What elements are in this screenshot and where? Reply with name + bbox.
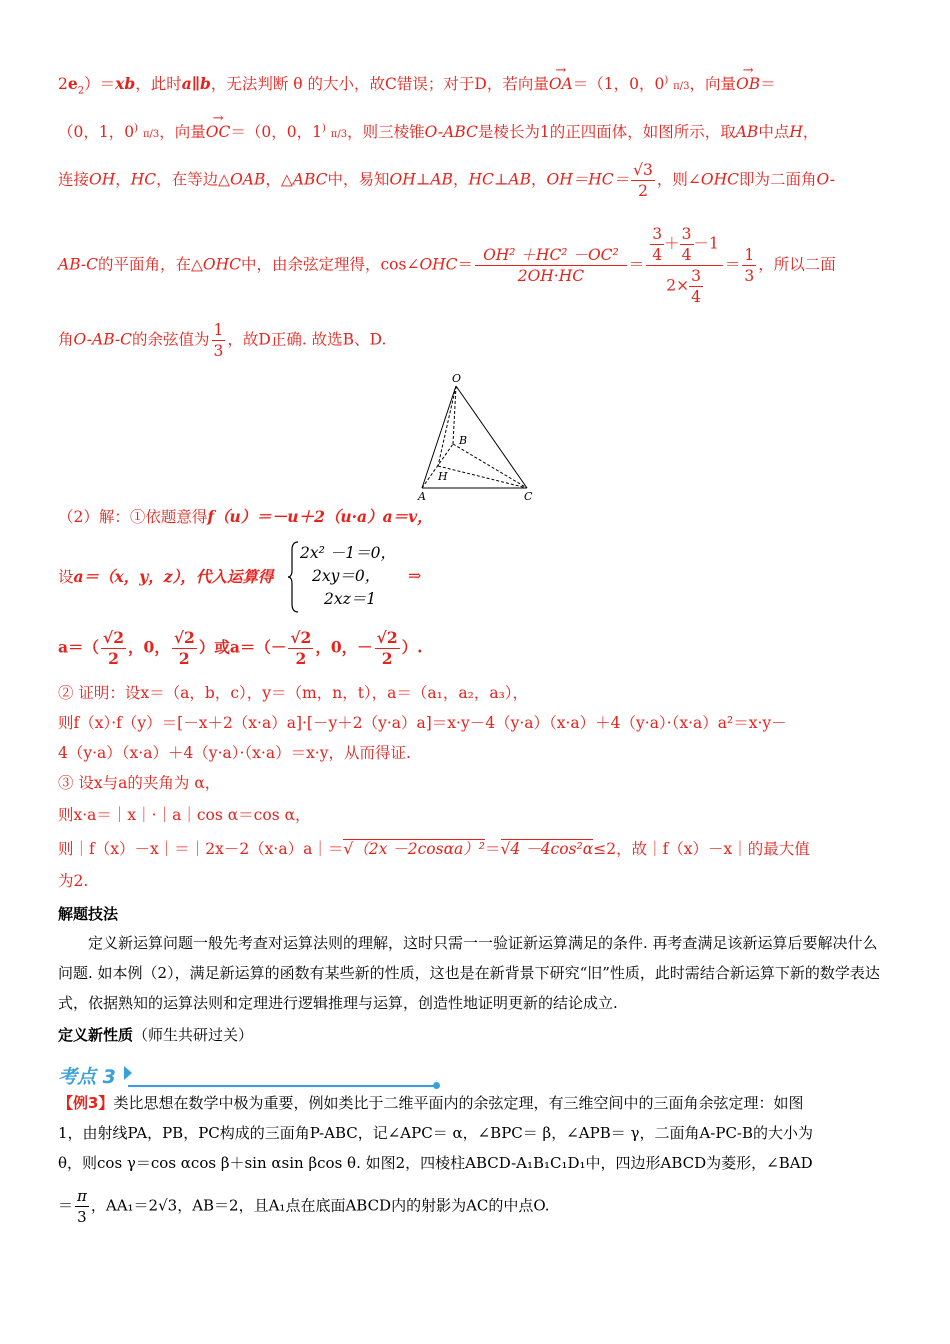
text: 是棱长为1的正四面体，如图所示，取 — [477, 123, 736, 142]
solution-line-3 — [58, 160, 835, 201]
fraction — [742, 245, 756, 286]
fraction — [172, 628, 197, 669]
fraction — [101, 628, 126, 669]
numerator: 1 — [213, 321, 224, 339]
text: ＝ — [457, 255, 474, 274]
text: 中，由余弦定理得，cos∠ — [240, 255, 420, 274]
text: HC — [130, 170, 157, 189]
text: 中点 — [758, 123, 790, 142]
equation-3: 2xz＝1 — [324, 590, 377, 608]
text: ，则∠ — [656, 170, 701, 189]
numerator: √2 — [290, 628, 312, 647]
text: ＝ — [485, 840, 501, 858]
text: 3 — [681, 225, 692, 243]
text: O- — [816, 170, 835, 189]
text: ，在等边△ — [156, 170, 231, 189]
solution-line-2: （0，1，0) π/3，向量→ OC＝（0，0，1) π/3，则三棱锥O-ABC是棱长为1的正四面体，如图所示，取AB中点H， — [58, 118, 818, 146]
fraction — [212, 320, 226, 361]
technique-body: 定义新运算问题一般先考查对运算法则的理解，这时只需一一验证新运算满足的条件. 再考查满足该新运算后要解决什么问题. 如本例（2），满足新运算的函数有某些新的性质，这也是在新背景下研究“旧”性质，此时需结合新运算下新的数学表达式，依据熟知的运算法则和定理进行逻辑推理与运算，创造性地证明更新的结论成立. — [58, 934, 880, 1012]
text: AB-C — [58, 255, 98, 274]
equation-2: 2xy＝0， — [312, 567, 381, 585]
text: π/3 — [330, 129, 348, 141]
text: ，△ — [265, 170, 293, 189]
text: OH — [89, 170, 116, 189]
text: 3 — [652, 225, 663, 243]
text: ＝（1，0，0 — [572, 75, 665, 94]
text: a＝（ — [58, 637, 100, 657]
text: 4 — [681, 246, 692, 264]
label-H: H — [438, 470, 448, 483]
denominator: 2 — [178, 649, 190, 668]
text: ≤2，故｜f（x）－x｜的最大值 — [593, 840, 810, 858]
radical: √4 －4cos²α — [500, 840, 594, 858]
part2-line-1 — [58, 506, 433, 528]
edge-BC — [453, 444, 527, 488]
text: 定义新性质 — [58, 1026, 134, 1044]
text: 4 — [652, 246, 663, 264]
text: 类比思想在数学中极为重要，例如类比于二维平面内的余弦定理，有三维空间中的三面角余弦定理：如图 — [113, 1094, 804, 1112]
fraction — [375, 628, 400, 669]
denominator: 2 — [108, 649, 119, 668]
text: ，无法判断 θ 的大小，故C错误；对于D，若向量 — [210, 75, 549, 94]
denominator: 3 — [744, 267, 755, 285]
text: ， — [452, 170, 469, 189]
numerator: 1 — [744, 246, 755, 264]
divider — [128, 1085, 436, 1087]
text: ，0，－ — [315, 637, 373, 657]
text: π/3 — [142, 129, 160, 141]
text: ）＝ — [84, 75, 116, 94]
technique-title: 解题技法 — [58, 905, 119, 923]
text: ，向量 — [159, 123, 206, 142]
cosine-fraction — [475, 245, 627, 286]
solution-line-1: $2e_2)=xb$，此时a∥b，无法判断 θ 的大小，故C错误；对于D，若向量→ OA＝（1，0，0) π/3，向量→ OB＝ — [58, 70, 776, 102]
text: OH＝HC＝ — [546, 170, 630, 189]
brace-icon — [288, 540, 300, 614]
segment-OH — [438, 386, 456, 466]
text: 的平面角，在△ — [97, 255, 203, 274]
numerator: √3 — [633, 161, 653, 179]
vector-OC: → OC — [206, 121, 231, 143]
denominator: 2OH·HC — [517, 267, 585, 285]
numeric-fraction — [646, 224, 723, 307]
numerator: π — [77, 1187, 87, 1205]
tetrahedron-figure — [410, 370, 545, 505]
implies-arrow: ⇒ — [408, 566, 422, 585]
part3-line-2: 则x·a＝｜x｜·｜a｜cos α＝cos α， — [58, 806, 311, 824]
part2-result — [58, 628, 423, 669]
numerator: √2 — [173, 628, 195, 647]
proof-line-1: ② 证明：设x＝（a，b，c），y＝（m，n，t），a＝（a₁，a₂，a₃）， — [58, 684, 529, 702]
fraction — [75, 1186, 89, 1227]
fraction — [631, 160, 655, 201]
example3-line-1 — [58, 1092, 803, 1114]
text: ，向量 — [689, 75, 736, 94]
equation-1: 2x² －1＝0， — [300, 544, 396, 562]
text: 即为二面角 — [738, 170, 817, 189]
numerator — [646, 224, 723, 266]
text: ，故D正确. 故选B、D. — [227, 330, 387, 349]
text: ，则三棱锥 — [347, 123, 425, 142]
text: ，此时 — [135, 75, 182, 94]
label-O: O — [452, 372, 462, 385]
text: 的余弦值为 — [132, 330, 210, 349]
denominator — [646, 266, 723, 307]
text: OAB — [230, 170, 266, 189]
proof-line-2: 则f（x）·f（y）＝[－x＋2（x·a）a]·[－y＋2（y·a）a]＝x·y－4（y·a）（x·a）＋4（y·a）·（x·a）a²＝x·y－ — [58, 714, 787, 732]
text: 3 — [691, 267, 701, 285]
text: e — [67, 74, 78, 94]
text: ＝ — [58, 1196, 74, 1215]
fraction — [288, 628, 313, 669]
label-A: A — [418, 490, 426, 503]
text: O-AB-C — [73, 330, 132, 349]
text: （2）解：①依题意得 — [58, 508, 208, 526]
text: OH⊥AB — [389, 170, 453, 189]
example3-line-3: θ，则cos γ＝cos αcos β＋sin αsin βcos θ. 如图2，四棱柱ABCD-A₁B₁C₁D₁中，四边形ABCD为菱形，∠BAD — [58, 1154, 813, 1172]
text: ）或 — [198, 637, 230, 657]
text: 2× — [666, 276, 690, 295]
text: AB — [735, 123, 759, 142]
text: ＝ — [628, 255, 645, 274]
numerator: OH² ＋HC² －OC² — [475, 245, 627, 266]
part3-line-4: 为2. — [58, 872, 89, 890]
solution-line-5 — [58, 320, 386, 361]
text: －1 — [693, 234, 719, 253]
equation-system — [288, 540, 428, 614]
solution-line-4 — [58, 224, 836, 307]
radical: √（2x －2cosαa）² — [343, 840, 486, 858]
text: OHC — [700, 170, 739, 189]
denominator: 2 — [295, 649, 307, 668]
text: ）. — [401, 637, 423, 657]
text: 设 — [58, 568, 74, 586]
text: ， — [115, 170, 131, 189]
label-C: C — [524, 490, 533, 503]
denominator: 2 — [638, 182, 648, 200]
text: HC⊥AB — [468, 170, 531, 189]
text: 角 — [58, 330, 74, 349]
label-B: B — [459, 434, 468, 447]
triangle-icon — [124, 1066, 132, 1080]
text: 则｜f（x）－x｜＝｜2x－2（x·a）a｜＝ — [58, 840, 344, 858]
text: a＝（－ — [229, 637, 287, 657]
text: OHC — [202, 255, 241, 274]
text: 中，易知 — [327, 170, 390, 189]
text: ，0， — [128, 637, 170, 657]
text: （0，1，0 — [58, 123, 135, 142]
numerator: √2 — [103, 628, 125, 647]
text: OHC — [419, 255, 458, 274]
vector-OA: → OA — [549, 73, 573, 95]
text: O-ABC — [424, 123, 478, 142]
text: a∥b — [181, 74, 211, 94]
text: ，AA₁＝2√3，AB＝2，且A₁点在底面ABCD内的射影为AC的中点O. — [90, 1196, 550, 1215]
text: 连接 — [58, 170, 90, 189]
text: π/3 — [673, 81, 690, 93]
text: a＝（x，y，z），代入运算得 — [73, 567, 274, 586]
kaodian-badge: 考点 3 — [58, 1066, 116, 1088]
part3-line-1: ③ 设x与a的夹角为 α， — [58, 774, 221, 792]
text: ＝（0，0，1 — [230, 123, 322, 142]
text: 2 — [77, 85, 85, 97]
text: ABC — [292, 170, 328, 189]
text: ，所以二面 — [758, 255, 836, 274]
text: ， — [802, 123, 819, 142]
text: 2 — [58, 75, 68, 94]
numerator: √2 — [376, 628, 398, 647]
text: ＋ — [664, 234, 680, 253]
text: ＝ — [724, 255, 741, 274]
text: ＝ — [760, 75, 776, 94]
text: 4 — [691, 288, 701, 306]
text: f（u）＝－u＋2（u·a）a＝v， — [207, 507, 433, 526]
denominator: 3 — [77, 1208, 87, 1226]
part2-line-2 — [58, 566, 273, 588]
text: xb — [115, 74, 136, 94]
text: H — [789, 123, 803, 142]
text: ， — [531, 170, 547, 189]
example-tag: 【例3】 — [58, 1094, 114, 1112]
text: （师生共研过关） — [133, 1026, 254, 1044]
example3-line-2: 1，由射线PA，PB，PC构成的三面角P-ABC，记∠APC＝ α，∠BPC＝ β，∠APB＝ γ，二面角A-PC-B的大小为 — [58, 1124, 814, 1142]
part3-line-3 — [58, 838, 810, 860]
denominator: 2 — [381, 649, 393, 668]
denominator: 3 — [213, 342, 224, 360]
proof-line-3: 4（y·a）（x·a）＋4（y·a）·（x·a）＝x·y，从而得证. — [58, 744, 411, 762]
section-heading — [58, 1024, 253, 1045]
dot-icon — [433, 1082, 440, 1089]
vector-OB: → OB — [736, 73, 760, 95]
example3-line-4 — [58, 1186, 550, 1227]
